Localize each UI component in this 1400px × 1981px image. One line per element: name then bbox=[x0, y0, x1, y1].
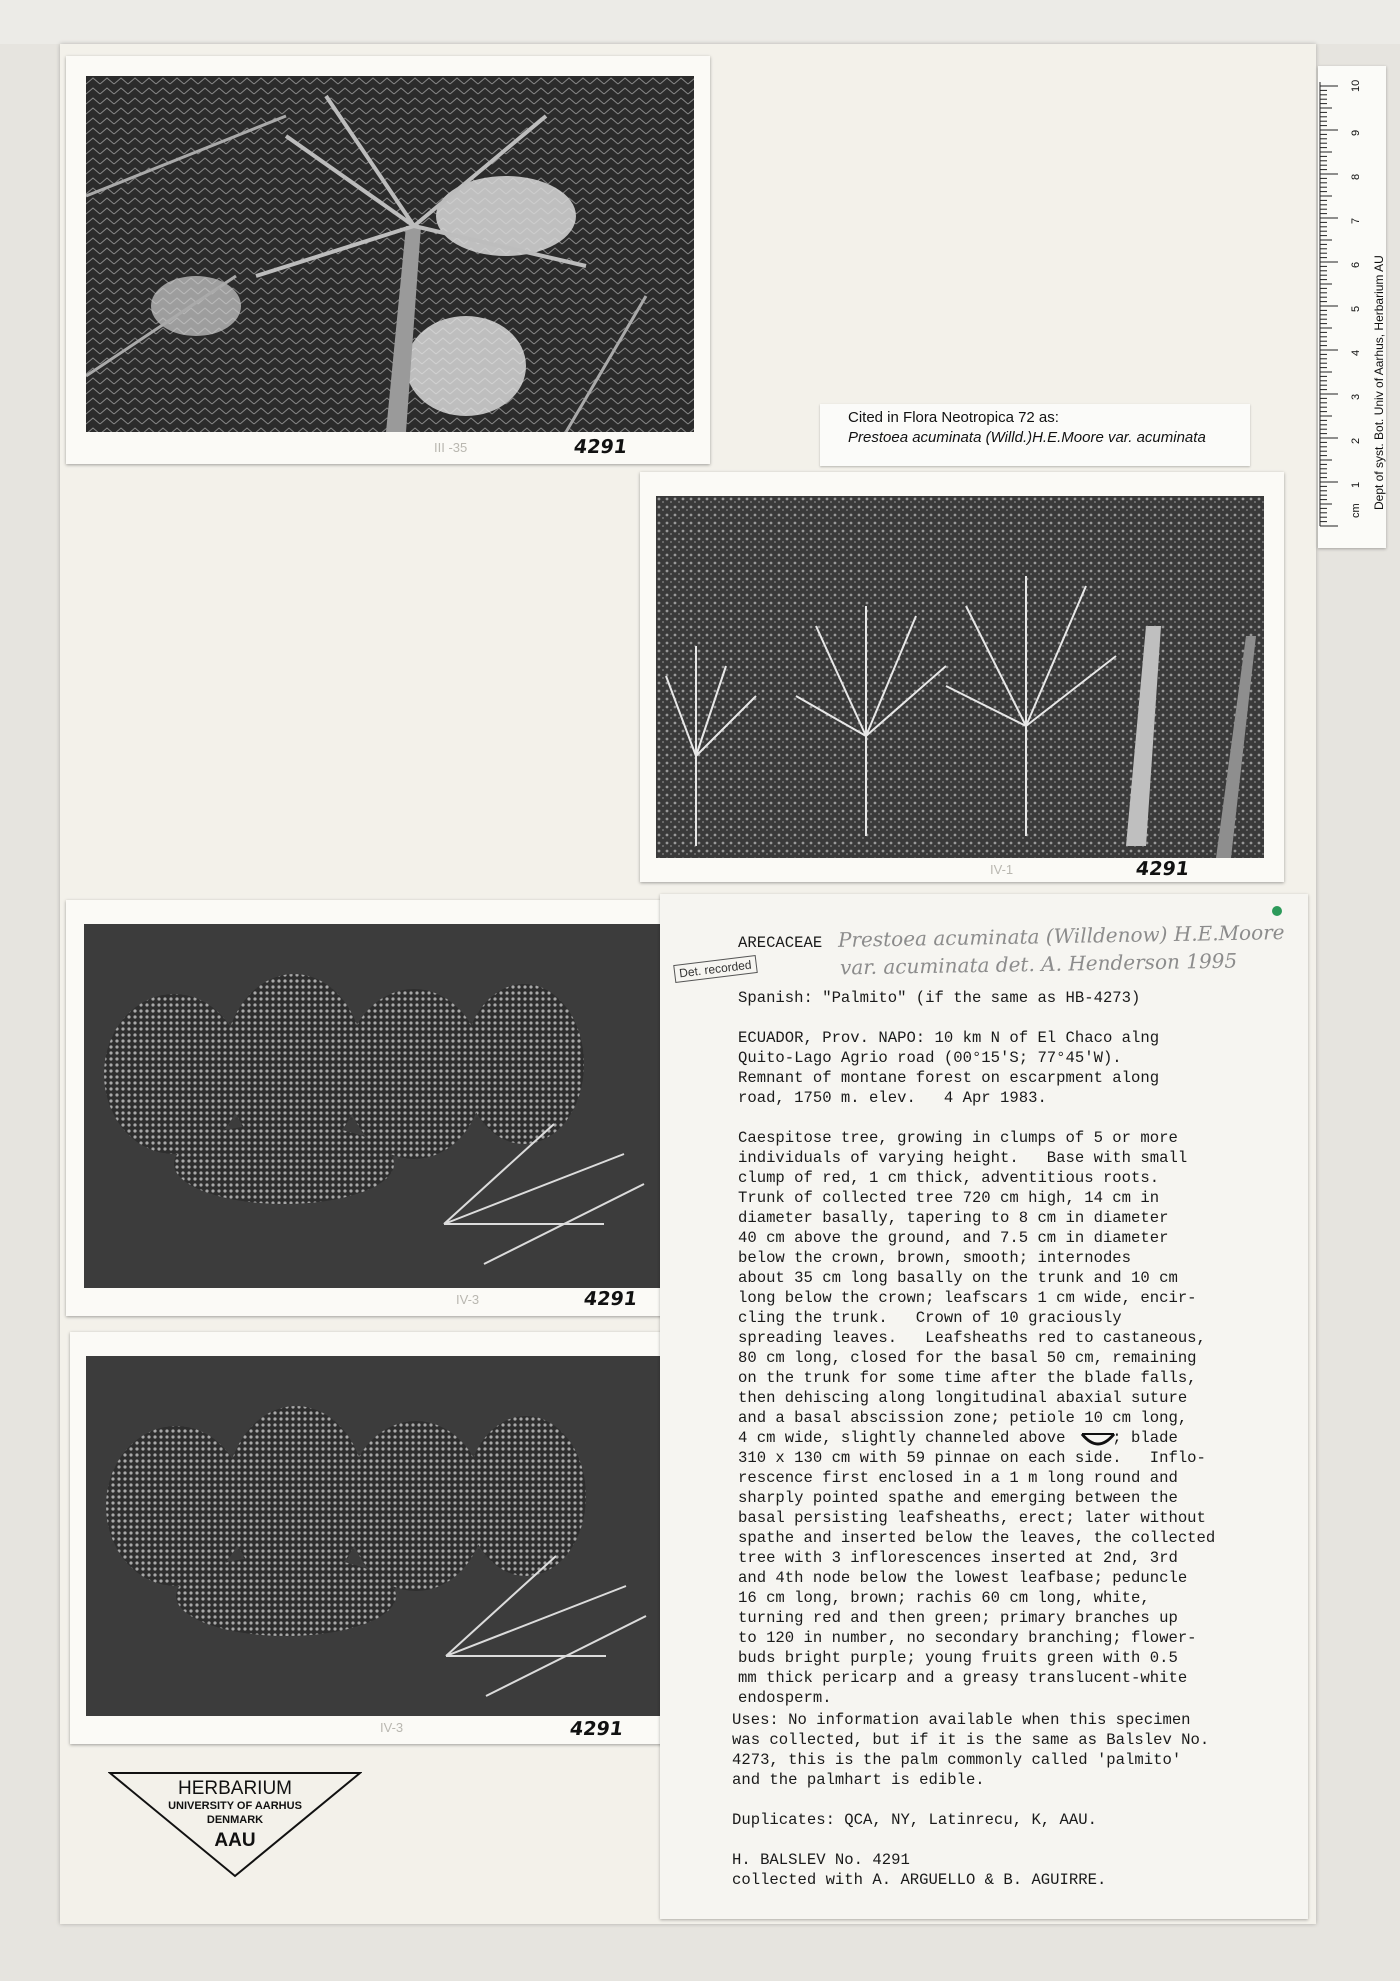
collector-number: H. BALSLEV No. 4291 bbox=[732, 1851, 910, 1869]
specimen-label bbox=[660, 894, 1308, 1919]
label-line: clump of red, 1 cm thick, adventitious roots. bbox=[738, 1169, 1160, 1187]
ruler-number: 10 bbox=[1350, 79, 1362, 92]
label-line: to 120 in number, no secondary branching; flower- bbox=[738, 1629, 1197, 1647]
photo-mount-clump-2 bbox=[70, 1332, 662, 1744]
herbarium-code: AAU bbox=[214, 1830, 256, 1851]
label-line: 40 cm above the ground, and 7.5 cm in diameter bbox=[738, 1229, 1169, 1247]
collectors: collected with A. ARGUELLO & B. AGUIRRE. bbox=[732, 1871, 1107, 1889]
photo-mount-inflorescences bbox=[640, 472, 1284, 882]
label-line: diameter basally, tapering to 8 cm in diameter bbox=[738, 1209, 1169, 1227]
label-line: turning red and then green; primary branches up bbox=[738, 1609, 1178, 1627]
ruler-number: 1 bbox=[1350, 481, 1362, 488]
green-dot-marker bbox=[1272, 906, 1282, 916]
photo-tag: IV-3 bbox=[456, 1292, 480, 1307]
channel-sketch-icon bbox=[1080, 1432, 1116, 1450]
herbarium-line-2: UNIVERSITY OF AARHUS bbox=[168, 1800, 302, 1812]
label-line: tree with 3 inflorescences inserted at 2nd, 3rd bbox=[738, 1549, 1178, 1567]
herbarium-line-3: DENMARK bbox=[206, 1814, 264, 1826]
label-line: spreading leaves. Leafsheaths red to castaneous, bbox=[738, 1329, 1206, 1347]
scale-ruler bbox=[1318, 66, 1386, 548]
label-line: long below the crown; leafscars 1 cm wide, encir- bbox=[738, 1289, 1197, 1307]
photo-number: 4291 bbox=[1134, 858, 1191, 880]
photo-fruiting-clump-1 bbox=[84, 924, 662, 1288]
photo-number: 4291 bbox=[572, 436, 629, 458]
uses-line: 4273, this is the palm commonly called 'palmito' bbox=[732, 1751, 1182, 1769]
photo-inflorescences bbox=[656, 496, 1264, 858]
photo-mount-clump-1 bbox=[66, 900, 662, 1316]
ruler-number: 8 bbox=[1350, 173, 1362, 180]
photo-tag: IV-1 bbox=[990, 862, 1014, 877]
label-line: about 35 cm long basally on the trunk and 10 cm bbox=[738, 1269, 1178, 1287]
ruler-number: 5 bbox=[1350, 305, 1362, 312]
label-line: basal persisting leafsheaths, erect; later without bbox=[738, 1509, 1206, 1527]
label-line: ECUADOR, Prov. NAPO: 10 km N of El Chaco alng bbox=[738, 1029, 1160, 1047]
label-line: sharply pointed spathe and emerging between the bbox=[738, 1489, 1178, 1507]
det-recorded-stamp: Det. recorded bbox=[673, 955, 757, 983]
label-line: endosperm. bbox=[738, 1689, 832, 1707]
label-line: and a basal abscission zone; petiole 10 cm long, bbox=[738, 1409, 1188, 1427]
label-line: Trunk of collected tree 720 cm high, 14 cm in bbox=[738, 1189, 1160, 1207]
photo-canopy bbox=[86, 76, 694, 432]
label-line: below the crown, brown, smooth; internodes bbox=[738, 1249, 1132, 1267]
photo-tag: IV-3 bbox=[380, 1720, 404, 1735]
label-line: 16 cm long, brown; rachis 60 cm long, white, bbox=[738, 1589, 1150, 1607]
label-line: mm thick pericarp and a greasy translucent-white bbox=[738, 1669, 1188, 1687]
ruler-number: 9 bbox=[1350, 129, 1362, 136]
ruler-number: 7 bbox=[1350, 217, 1362, 224]
label-duplicates: Duplicates: QCA, NY, Latinrecu, K, AAU. bbox=[732, 1811, 1097, 1829]
label-line: road, 1750 m. elev. 4 Apr 1983. bbox=[738, 1089, 1047, 1107]
uses-line: was collected, but if it is the same as Balslev No. bbox=[732, 1731, 1210, 1749]
label-line: Spanish: "Palmito" (if the same as HB-4273) bbox=[738, 989, 1141, 1007]
determination-handwritten-1: Prestoea acuminata (Willdenow) H.E.Moore bbox=[837, 920, 1285, 952]
label-uses bbox=[732, 1710, 1209, 1790]
label-line: cling the trunk. Crown of 10 graciously bbox=[738, 1309, 1122, 1327]
label-line: Quito-Lago Agrio road (00°15'S; 77°45'W). bbox=[738, 1049, 1122, 1067]
label-line: Caespitose tree, growing in clumps of 5 or more bbox=[738, 1129, 1178, 1147]
photo-number: 4291 bbox=[568, 1718, 625, 1740]
label-line: then dehiscing along longitudinal abaxial suture bbox=[738, 1389, 1188, 1407]
label-line: buds bright purple; young fruits green with 0.5 bbox=[738, 1649, 1178, 1667]
photo-mount-canopy bbox=[66, 56, 710, 464]
cited-label bbox=[820, 404, 1250, 466]
herbarium-logo bbox=[108, 1770, 362, 1880]
photo-tag: III -35 bbox=[434, 440, 468, 455]
photo-number: 4291 bbox=[582, 1288, 639, 1310]
label-line: Remnant of montane forest on escarpment along bbox=[738, 1069, 1160, 1087]
label-line: rescence first enclosed in a 1 m long round and bbox=[738, 1469, 1178, 1487]
family-name: ARECACEAE bbox=[738, 934, 823, 952]
ruler-unit: cm bbox=[1350, 503, 1362, 518]
herbarium-line-1: HERBARIUM bbox=[177, 1778, 292, 1799]
label-line: 310 x 130 cm with 59 pinnae on each side. Inflo- bbox=[738, 1449, 1206, 1467]
cited-line-2: Prestoea acuminata (Willd.)H.E.Moore var. acuminata bbox=[848, 429, 1206, 446]
ruler-number: 3 bbox=[1350, 393, 1362, 400]
label-line: and 4th node below the lowest leafbase; peduncle bbox=[738, 1569, 1188, 1587]
label-description bbox=[738, 988, 1215, 1708]
photo-fruiting-clump-2 bbox=[86, 1356, 662, 1716]
label-line bbox=[738, 1108, 1215, 1128]
label-line: 80 cm long, closed for the basal 50 cm, remaining bbox=[738, 1349, 1197, 1367]
uses-line: Uses: No information available when this specimen bbox=[732, 1711, 1191, 1729]
ruler-number: 2 bbox=[1350, 437, 1362, 444]
top-strip bbox=[0, 0, 1400, 44]
label-line: 4 cm wide, slightly channeled above ; blade bbox=[738, 1429, 1178, 1447]
label-line bbox=[738, 1008, 1215, 1028]
ruler-number: 6 bbox=[1350, 261, 1362, 268]
cited-line-1: Cited in Flora Neotropica 72 as: bbox=[848, 409, 1059, 426]
ruler-ticks bbox=[1318, 76, 1348, 546]
ruler-credit: Dept of syst. Bot. Univ of Aarhus, Herbarium AU bbox=[1372, 255, 1386, 510]
label-line: individuals of varying height. Base with small bbox=[738, 1149, 1188, 1167]
uses-line: and the palmhart is edible. bbox=[732, 1771, 985, 1789]
label-line: spathe and inserted below the leaves, the collected bbox=[738, 1529, 1216, 1547]
determination-handwritten-2: var. acuminata det. A. Henderson 1995 bbox=[839, 948, 1238, 980]
label-line: on the trunk for some time after the blade falls, bbox=[738, 1369, 1197, 1387]
ruler-number: 4 bbox=[1350, 349, 1362, 356]
